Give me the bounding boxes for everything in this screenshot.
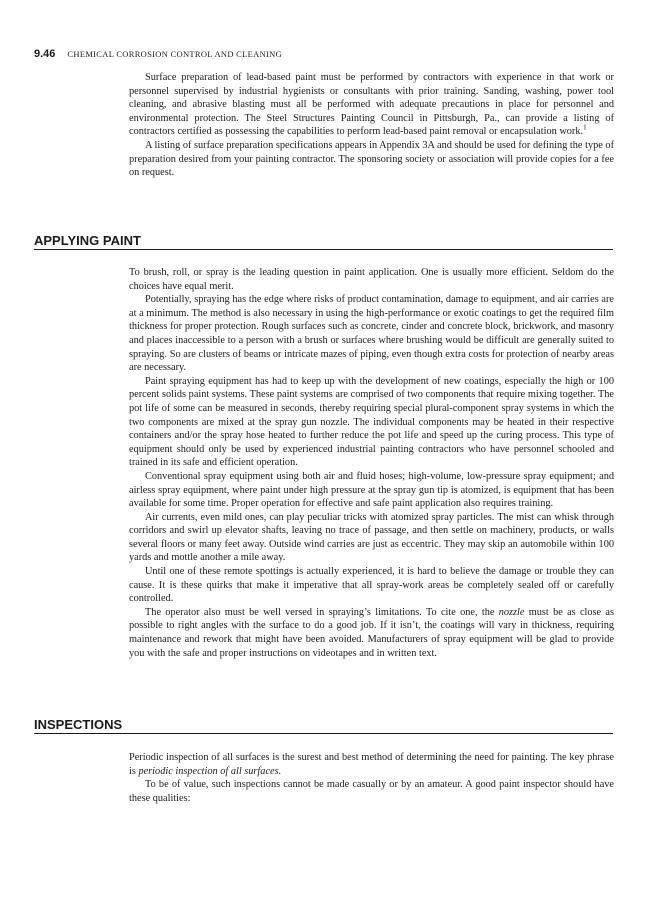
page-number: 9.46 xyxy=(34,48,56,60)
running-title: CHEMICAL CORROSION CONTROL AND CLEANING xyxy=(67,49,283,59)
intro-paragraph-2: A listing of surface preparation specifications appears in Appendix 3A and should be used for defining the type of preparation desired from your painting contractor. The sponsoring society or association will provide copies for a fee on request. xyxy=(129,139,614,179)
paint-paragraph-2: Potentially, spraying has the edge where risks of product contamination, damage to equipment, and air carries are at a minimum. The method is also necessary in using the high-performance or exotic coatings to get the required film thickness for proper protection. Rough surfaces such as concrete, cinder and concrete block, brickwork, and masonry and places inaccessible to a person with a brush or surfaces where brushing would be difficult are generally suited to spraying. So are clusters of beams or intricate mazes of piping, even though extra costs for protection of nearby areas are necessary. xyxy=(129,294,614,374)
paint-paragraph-4: Conventional spray equipment using both air and fluid hoses; high-volume, low-pressure spray equipment; and airless spray equipment, where paint under high pressure at the spray gun tip is atomized, is equipment that has been available for some time. Proper operation for effective and safe paint application also requires training. xyxy=(129,470,614,510)
intro-paragraph-1: Surface preparation of lead-based paint must be performed by contractors with experience in that work or personnel supervised by industrial hygienists or consultants with prior training. Sanding, washing, power tool cleaning, and abrasive blasting must all be performed with adequate precautions in place for personnel and environmental protection. The Steel Structures Painting Council in Pittsburgh, Pa., can provide a listing of contractors certified as possessing the capabilities to perform lead-based paint removal or encapsulation work.$^1$ xyxy=(129,72,614,138)
paint-paragraph-1: To brush, roll, or spray is the leading question in paint application. One is usually more efficient. Seldom do the choices have equal merit. xyxy=(129,267,614,292)
inspections-paragraph-2: To be of value, such inspections cannot be made casually or by an amateur. A good paint inspector should have these qualities: xyxy=(129,779,614,804)
paint-paragraph-5: Air currents, even mild ones, can play peculiar tricks with atomized spray particles. The mist can whisk through corridors and swirl up elevator shafts, leaving no trace of passage, and then settle on machinery, products, or walls several floors or many feet away. Outside wind carries are just as eccentric. They may skip an automobile within 100 yards and mottle another a mile away. xyxy=(129,511,614,564)
inspections-section xyxy=(129,751,614,805)
footnote-marker: 1 xyxy=(583,123,587,132)
intro-section xyxy=(129,71,614,180)
running-head xyxy=(34,44,282,62)
heading-applying-paint: APPLYING PAINT xyxy=(34,233,613,250)
heading-inspections: INSPECTIONS xyxy=(34,717,613,734)
emphasis-nozzle: nozzle xyxy=(498,606,525,618)
inspections-paragraph-1: Periodic inspection of all surfaces is the surest and best method of determining the need for painting. The key phrase is periodic inspection of all surfaces. xyxy=(129,752,614,777)
paint-paragraph-6: Until one of these remote spottings is actually experienced, it is hard to believe the damage or trouble they can cause. It is these quirks that make it imperative that all spray-work areas be completely sealed off or carefully controlled. xyxy=(129,566,614,605)
applying-paint-section xyxy=(129,266,614,660)
paint-paragraph-7: The operator also must be well versed in spraying’s limitations. To cite one, the nozzle must be as close as possible to right angles with the surface to do a good job. If it isn’t, the coatings will vary in thickness, requiring maintenance and rework that might have been avoided. Manufacturers of spray equipment will be glad to provide you with the safe and proper instructions on videotapes and in written text. xyxy=(129,606,614,659)
paint-paragraph-3: Paint spraying equipment has had to keep up with the development of new coatings, especially the high or 100 percent solids paint systems. These paint systems are comprised of two components that require mixing together. The pot life of some can be measured in seconds, thereby requiring special plural-component spray systems in which the two components are mixed at the spray gun nozzle. The individual components may be heated in their respective containers and/or the spray hose heated to further reduce the pot life and speed up the curing process. This type of equipment should only be used by experienced industrial painting contractors who have personnel schooled and trained in its safe and efficient operation. xyxy=(129,375,614,469)
emphasis-key-phrase: periodic inspection of all surfaces. xyxy=(138,765,282,777)
